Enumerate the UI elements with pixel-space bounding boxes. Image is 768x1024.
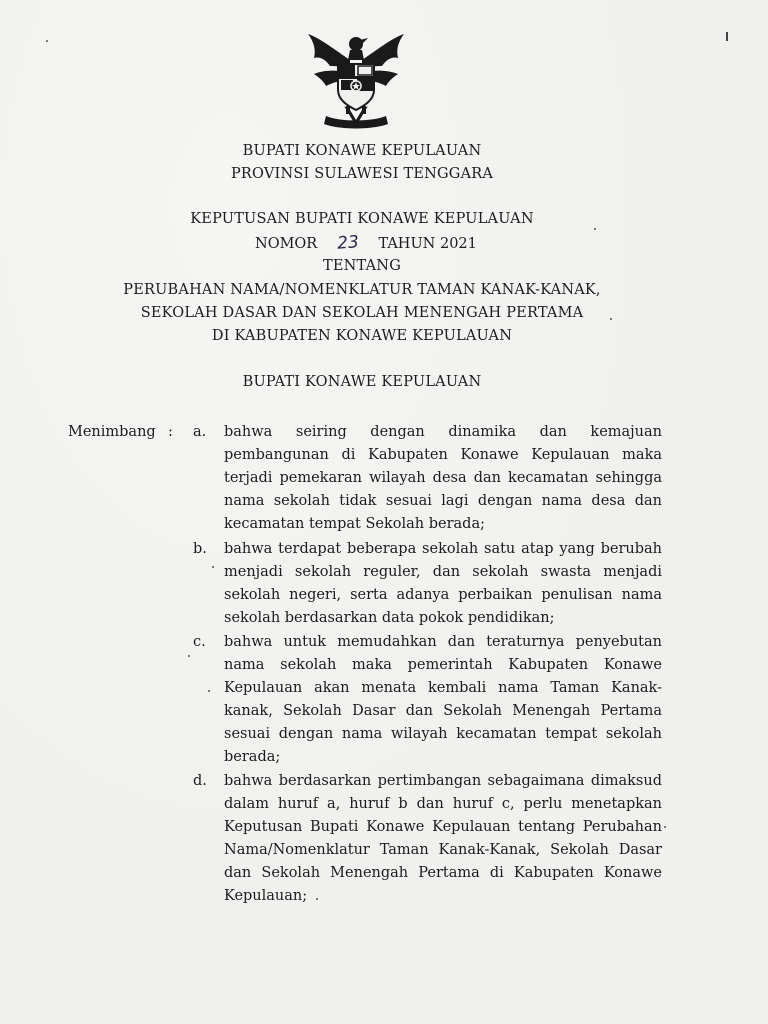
item-letter-b: b. [193, 541, 207, 557]
subject-line-1: PERUBAHAN NAMA/NOMENKLATUR TAMAN KANAK-KANAK, [123, 282, 601, 298]
item-letter-c: c. [193, 634, 206, 650]
decree-number-row [255, 233, 477, 253]
item-a-line: bahwa seiring dengan dinamika dan kemajuan [224, 424, 662, 440]
scan-speck [208, 690, 210, 692]
decree-title: KEPUTUSAN BUPATI KONAWE KEPULAUAN [190, 211, 534, 227]
item-c-line: Kepulauan akan menata kembali nama Taman Kanak- [224, 680, 662, 696]
scan-speck [188, 655, 190, 657]
nomor-label: NOMOR [255, 236, 318, 252]
garuda-emblem-icon [300, 30, 412, 136]
item-d-line: Nama/Nomenklatur Taman Kanak-Kanak, Sekolah Dasar [224, 842, 662, 858]
item-c-line: berada; [224, 749, 281, 765]
handwritten-decree-number: 23 [336, 232, 360, 254]
item-d-line: bahwa berdasarkan pertimbangan sebagaimana dimaksud [224, 773, 662, 789]
item-a-line: kecamatan tempat Sekolah berada; [224, 516, 485, 532]
office-name: BUPATI KONAWE KEPULAUAN [242, 143, 482, 159]
item-b-line: bahwa terdapat beberapa sekolah satu atap yang berubah [224, 541, 662, 557]
item-letter-a: a. [193, 424, 207, 440]
item-a-line: nama sekolah tidak sesuai lagi dengan nama desa dan [224, 493, 662, 509]
scan-speck [664, 826, 666, 828]
item-letter-d: d. [193, 773, 207, 789]
subject-line-2: SEKOLAH DASAR DAN SEKOLAH MENENGAH PERTAMA [140, 305, 584, 321]
item-d-line: Keputusan Bupati Konawe Kepulauan tentang Perubahan [224, 819, 662, 835]
tentang-label: TENTANG [323, 258, 401, 274]
subject-line-3: DI KABUPATEN KONAWE KEPULAUAN [211, 328, 513, 344]
issuer-heading: BUPATI KONAWE KEPULAUAN [242, 374, 482, 390]
item-a-line: pembangunan di Kabupaten Konawe Kepulauan maka [224, 447, 662, 463]
scan-mark [726, 32, 728, 41]
item-c-line: kanak, Sekolah Dasar dan Sekolah Menengah Pertama [224, 703, 662, 719]
item-c-line: bahwa untuk memudahkan dan teraturnya penyebutan [224, 634, 662, 650]
item-d-line: dan Sekolah Menengah Pertama di Kabupaten Konawe [224, 865, 662, 881]
item-d-line: dalam huruf a, huruf b dan huruf c, perlu menetapkan [224, 796, 662, 812]
item-b-line: sekolah berdasarkan data pokok pendidikan; [224, 610, 555, 626]
scan-speck [594, 228, 596, 230]
menimbang-colon: : [168, 424, 173, 440]
scan-speck [212, 566, 214, 568]
scan-speck [316, 898, 318, 900]
item-b-line: menjadi sekolah reguler, dan sekolah swasta menjadi [224, 564, 662, 580]
item-a-line: terjadi pemekaran wilayah desa dan kecamatan sehingga [224, 470, 662, 486]
scan-speck [610, 318, 612, 320]
item-b-line: sekolah negeri, serta adanya perbaikan penulisan nama [224, 587, 662, 603]
scan-speck [46, 40, 48, 42]
item-c-line: nama sekolah maka pemerintah Kabupaten Konawe [224, 657, 662, 673]
menimbang-label: Menimbang [68, 424, 156, 440]
item-d-line: Kepulauan; [224, 888, 308, 904]
item-c-line: sesuai dengan nama wilayah kecamatan tempat sekolah [224, 726, 662, 742]
year-label: TAHUN 2021 [378, 236, 477, 252]
province-name: PROVINSI SULAWESI TENGGARA [230, 166, 494, 182]
